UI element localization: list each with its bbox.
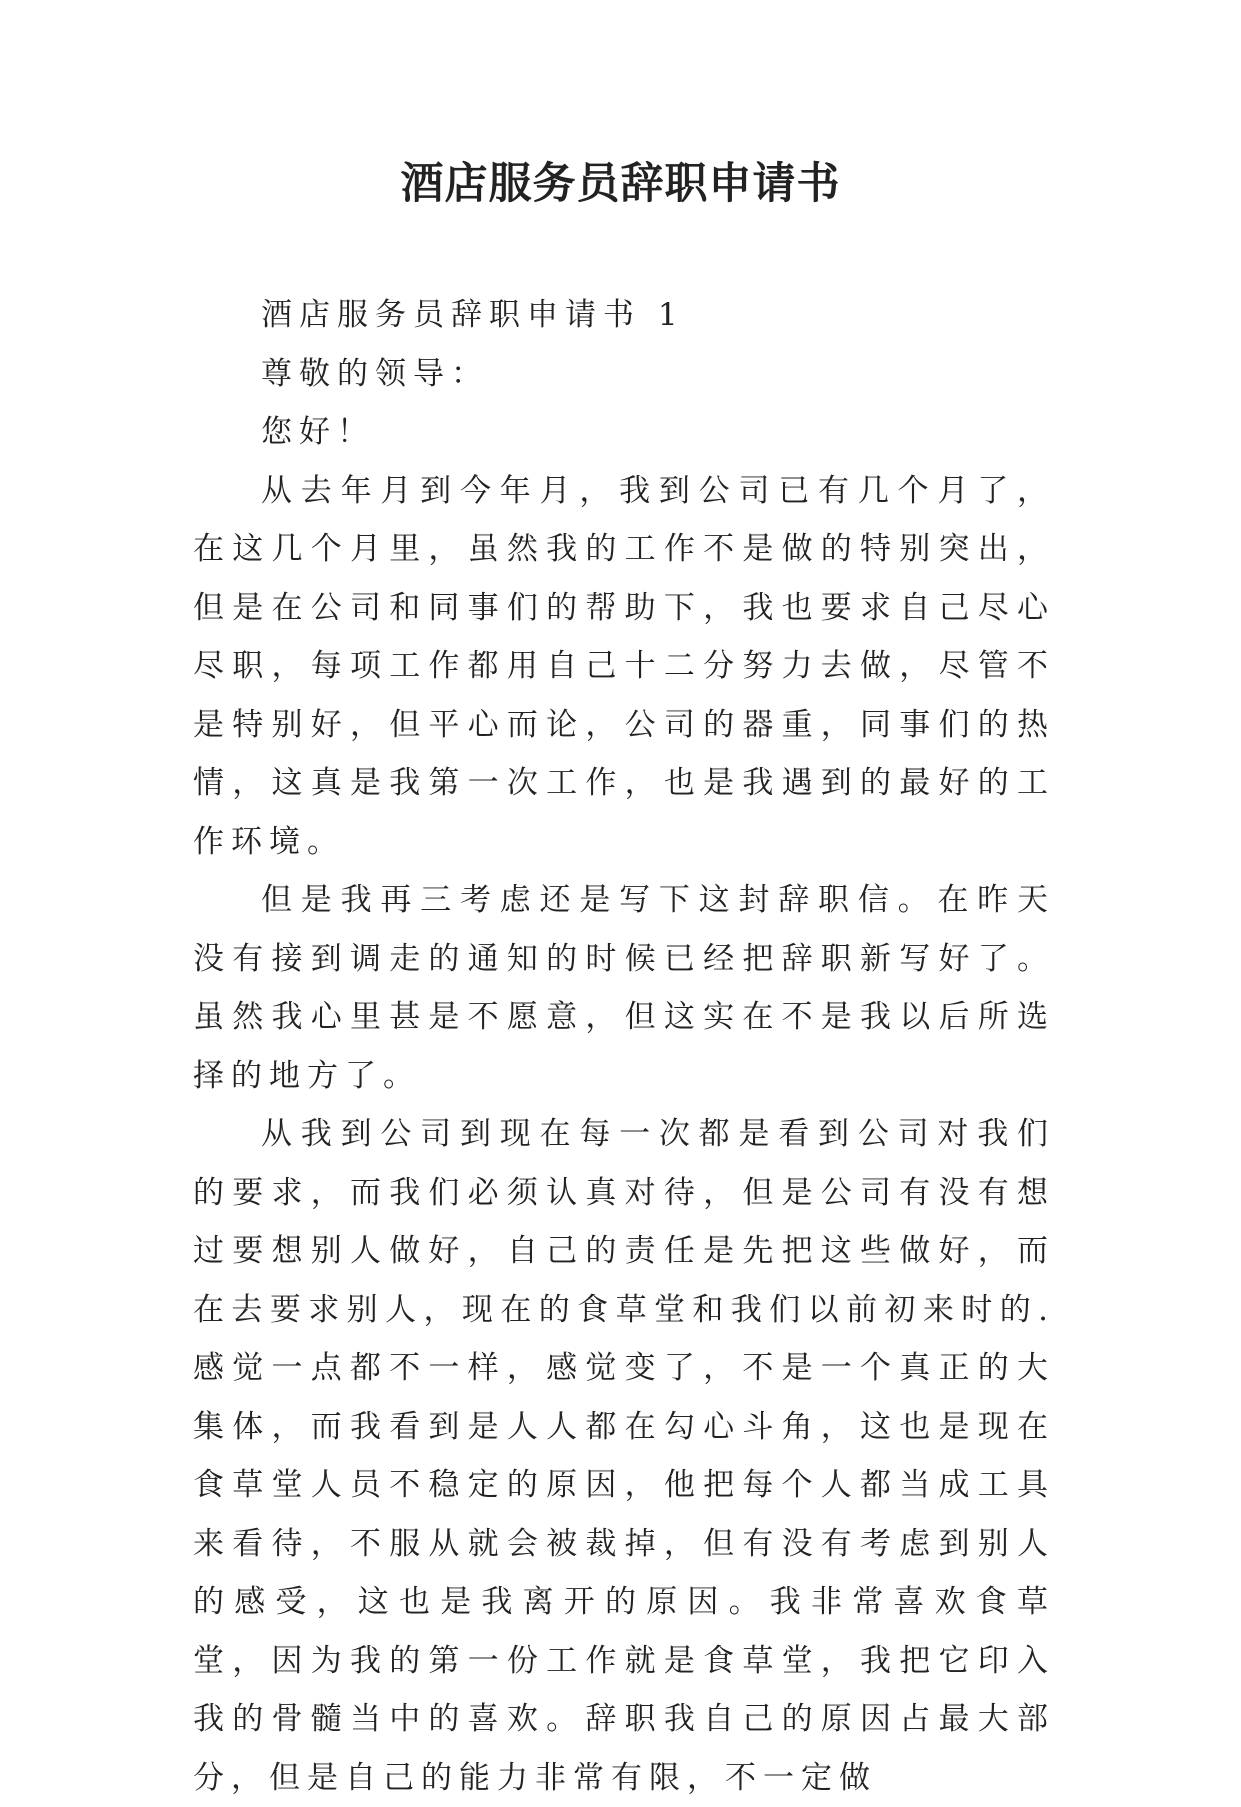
subtitle-paragraph: 酒店服务员辞职申请书 1 bbox=[261, 297, 685, 333]
body-paragraph-1: 从去年月到今年月，我到公司已有几个月了，在这几个月里，虽然我的工作不是做的特别突出，但是在公司和同事们的帮助下，我也要求自己尽心尽职，每项工作都用自己十二分努力去做，尽管不是特别好，但平心而论，公司的器重，同事们的热情，这真是我第一次工作，也是我遇到的最好的工作环境。 bbox=[193, 472, 1055, 860]
salutation-paragraph: 尊敬的领导： bbox=[261, 355, 489, 392]
body-paragraph-3: 从我到公司到现在每一次都是看到公司对我们的要求，而我们必须认真对待，但是公司有没有想过要想别人做好，自己的责任是先把这些做好，而在去要求别人，现在的食草堂和我们以前初来时的.感觉一点都不一样，感觉变了，不是一个真正的大集体，而我看到是人人都在勾心斗角，这也是现在食草堂人员不稳定的原因，他把每个人都当成工具来看待，不服从就会被裁掉，但有没有考虑到别人的感受，这也是我离开的原因。我非常喜欢食草堂，因为我的第一份工作就是食草堂，我把它印入我的骨髓当中的喜欢。辞职我自己的原因占最大部分，但是自己的能力非常有限，不一定做 bbox=[193, 1116, 1055, 1796]
greeting-paragraph: 您好！ bbox=[261, 414, 375, 450]
document-title: 酒店服务员辞职申请书 bbox=[400, 159, 841, 209]
body-paragraph-2: 但是我再三考虑还是写下这封辞职信。在昨天没有接到调走的通知的时候已经把辞职新写好了。虽然我心里甚是不愿意，但这实在不是我以后所选择的地方了。 bbox=[193, 882, 1055, 1094]
document-body bbox=[193, 286, 1055, 1807]
